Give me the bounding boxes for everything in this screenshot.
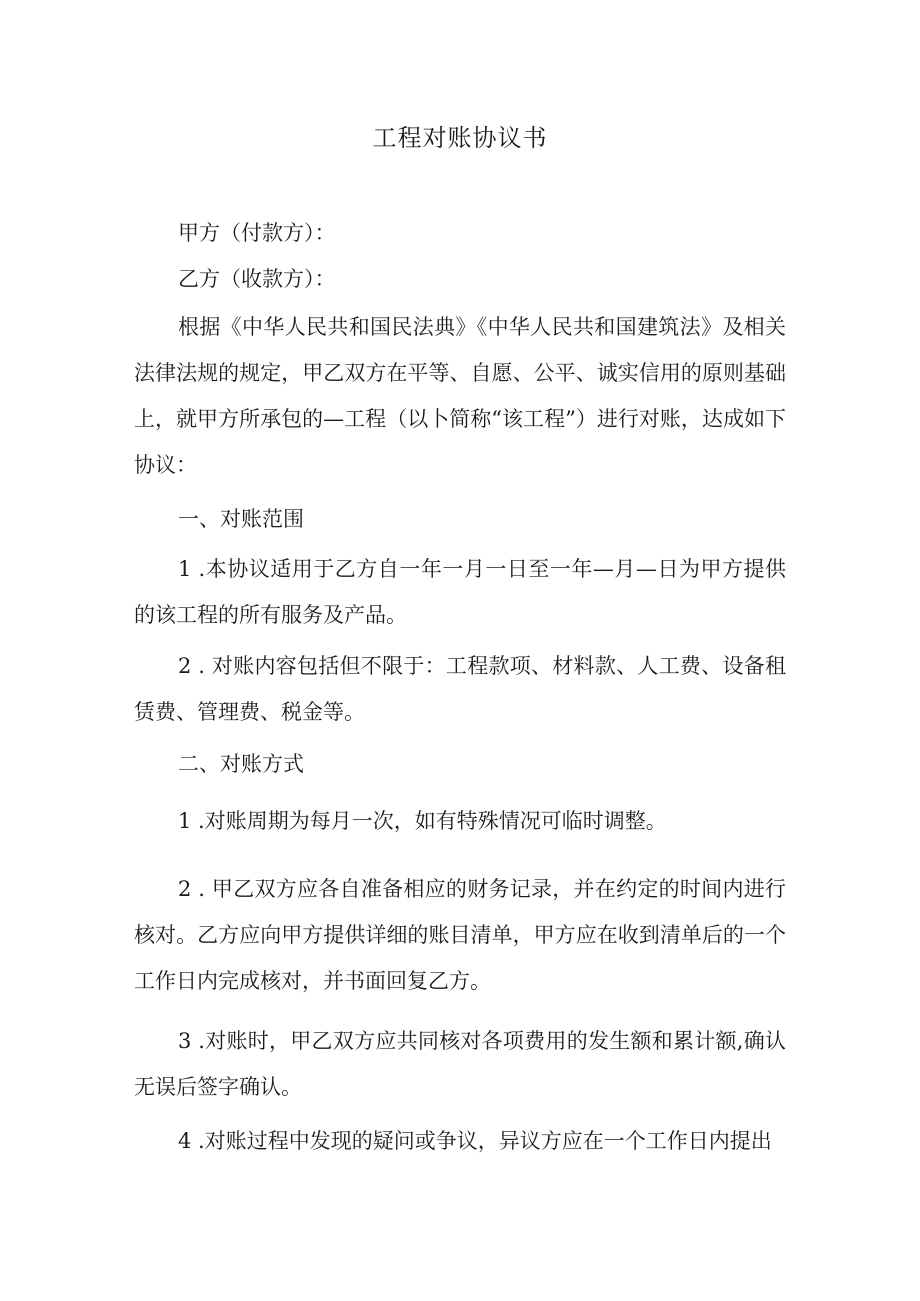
method-clause-3: 3 .对账时，甲乙双方应共同核对各项费用的发生额和累计额,确认无误后签字确认。 xyxy=(134,1029,786,1099)
party-a-line: 甲方（付款方）： xyxy=(178,221,336,245)
section-heading-scope: 一、对账范围 xyxy=(178,507,304,531)
preamble-paragraph: 根据《中华人民共和国民法典》《中华人民共和国建筑法》及相关法律法规的规定，甲乙双方在平等、自愿、公平、诚实信用的原则基础上，就甲方所承包的—工程（以卜简称“该工程”）进行对账，达成如下协议： xyxy=(134,315,786,477)
scope-clause-2: 2 . 对账内容包括但不限于：工程款项、材料款、人工费、设备租赁费、管理费、税金等。 xyxy=(134,654,786,724)
method-clause-2: 2 . 甲乙双方应各自准备相应的财务记录，并在约定的时间内进行核对。乙方应向甲方提供详细的账目清单，甲方应在收到清单后的一个工作日内完成核对，并书面回复乙方。 xyxy=(134,877,786,993)
document-title: 工程对账协议书 xyxy=(372,124,548,152)
scope-clause-1: 1 .本协议适用于乙方自一年一月一日至一年—月—日为甲方提供的该工程的所有服务及产品。 xyxy=(134,557,786,627)
section-heading-method: 二、对账方式 xyxy=(178,752,304,776)
party-b-line: 乙方（收款方）： xyxy=(178,267,336,291)
method-clause-1: 1 .对账周期为每月一次，如有特殊情况可临时调整。 xyxy=(178,809,667,833)
method-clause-4: 4 .对账过程中发现的疑问或争议，异议方应在一个工作日内提出 xyxy=(178,1129,772,1153)
